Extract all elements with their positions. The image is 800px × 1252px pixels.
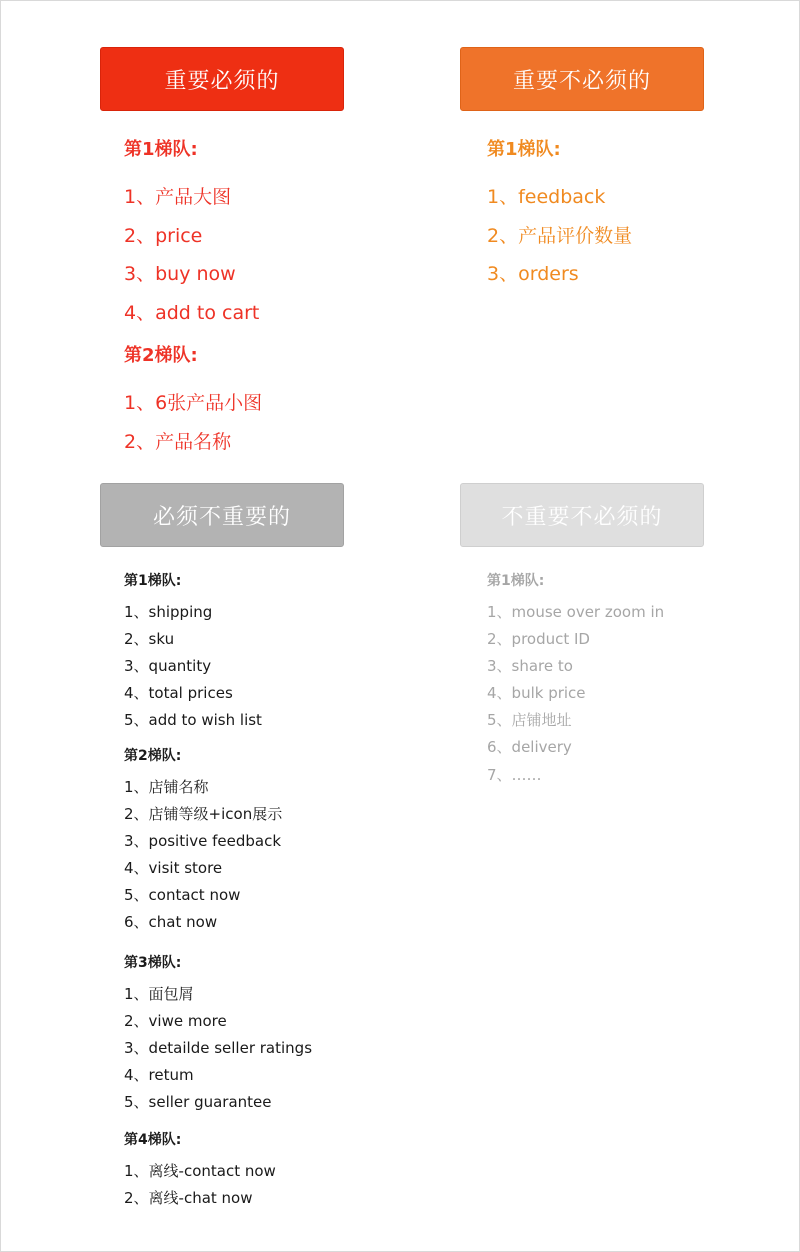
list-item: 3、buy now bbox=[124, 263, 236, 285]
list-item: 3、detailde seller ratings bbox=[124, 1039, 313, 1058]
list-item: 4、bulk price bbox=[487, 684, 586, 703]
unimportant-optional-tier1 bbox=[487, 572, 664, 789]
list-item: 3、quantity bbox=[124, 657, 212, 676]
list-item: 3、orders bbox=[487, 263, 579, 285]
list-item: 5、add to wish list bbox=[124, 711, 262, 730]
list-item: 5、seller guarantee bbox=[124, 1093, 272, 1112]
list-item: 2、price bbox=[124, 224, 203, 247]
required-unimportant-tier4 bbox=[124, 1131, 276, 1212]
list-item: 1、shipping bbox=[124, 603, 213, 621]
list-item: 6、chat now bbox=[124, 913, 218, 932]
important-optional-tier1 bbox=[487, 140, 632, 294]
list-item: 3、share to bbox=[487, 657, 573, 676]
required-unimportant-tier1 bbox=[124, 572, 262, 734]
tier-title: 第1梯队: bbox=[124, 573, 182, 589]
list-item: 2、产品评价数量 bbox=[487, 224, 633, 247]
list-item: 4、visit store bbox=[124, 859, 223, 878]
list-item: 1、离线-contact now bbox=[124, 1162, 276, 1180]
list-item: 1、产品大图 bbox=[124, 186, 232, 208]
quadrant-unimportant-optional-header: 不重要不必须的 bbox=[460, 483, 704, 547]
list-item: 1、店铺名称 bbox=[124, 778, 209, 796]
tier-title: 第1梯队: bbox=[487, 139, 561, 160]
list-item: 2、产品名称 bbox=[124, 430, 232, 453]
list-item: 2、sku bbox=[124, 630, 175, 649]
tier-title: 第1梯队: bbox=[124, 139, 198, 160]
list-item: 4、add to cart bbox=[124, 301, 260, 324]
quadrant-important-optional-header: 重要不必须的 bbox=[460, 47, 704, 111]
list-item: 1、mouse over zoom in bbox=[487, 603, 665, 621]
tier-title: 第3梯队: bbox=[124, 955, 182, 971]
list-item: 6、delivery bbox=[487, 738, 572, 757]
tier-title: 第4梯队: bbox=[124, 1132, 182, 1148]
list-item: 3、positive feedback bbox=[124, 832, 282, 851]
list-item: 2、店铺等级+icon展示 bbox=[124, 805, 283, 824]
list-item: 4、total prices bbox=[124, 684, 233, 703]
list-item: 1、面包屑 bbox=[124, 985, 194, 1003]
list-item: 1、feedback bbox=[487, 186, 606, 208]
list-item: 7、…… bbox=[487, 765, 542, 784]
list-item: 2、product ID bbox=[487, 630, 590, 649]
list-item: 5、contact now bbox=[124, 886, 241, 905]
quadrant-required-unimportant-header: 必须不重要的 bbox=[100, 483, 344, 547]
list-item: 1、6张产品小图 bbox=[124, 392, 263, 414]
tier-title: 第2梯队: bbox=[124, 345, 198, 366]
list-item: 2、离线-chat now bbox=[124, 1189, 253, 1208]
list-item: 2、viwe more bbox=[124, 1012, 227, 1031]
required-unimportant-tier3 bbox=[124, 954, 312, 1116]
important-required-tier2 bbox=[124, 346, 262, 461]
list-item: 4、retum bbox=[124, 1066, 194, 1085]
tier-title: 第1梯队: bbox=[487, 573, 545, 589]
tier-title: 第2梯队: bbox=[124, 748, 182, 764]
quadrant-important-required-header: 重要必须的 bbox=[100, 47, 344, 111]
important-required-tier1 bbox=[124, 140, 259, 332]
required-unimportant-tier2 bbox=[124, 747, 282, 937]
list-item: 5、店铺地址 bbox=[487, 711, 572, 730]
